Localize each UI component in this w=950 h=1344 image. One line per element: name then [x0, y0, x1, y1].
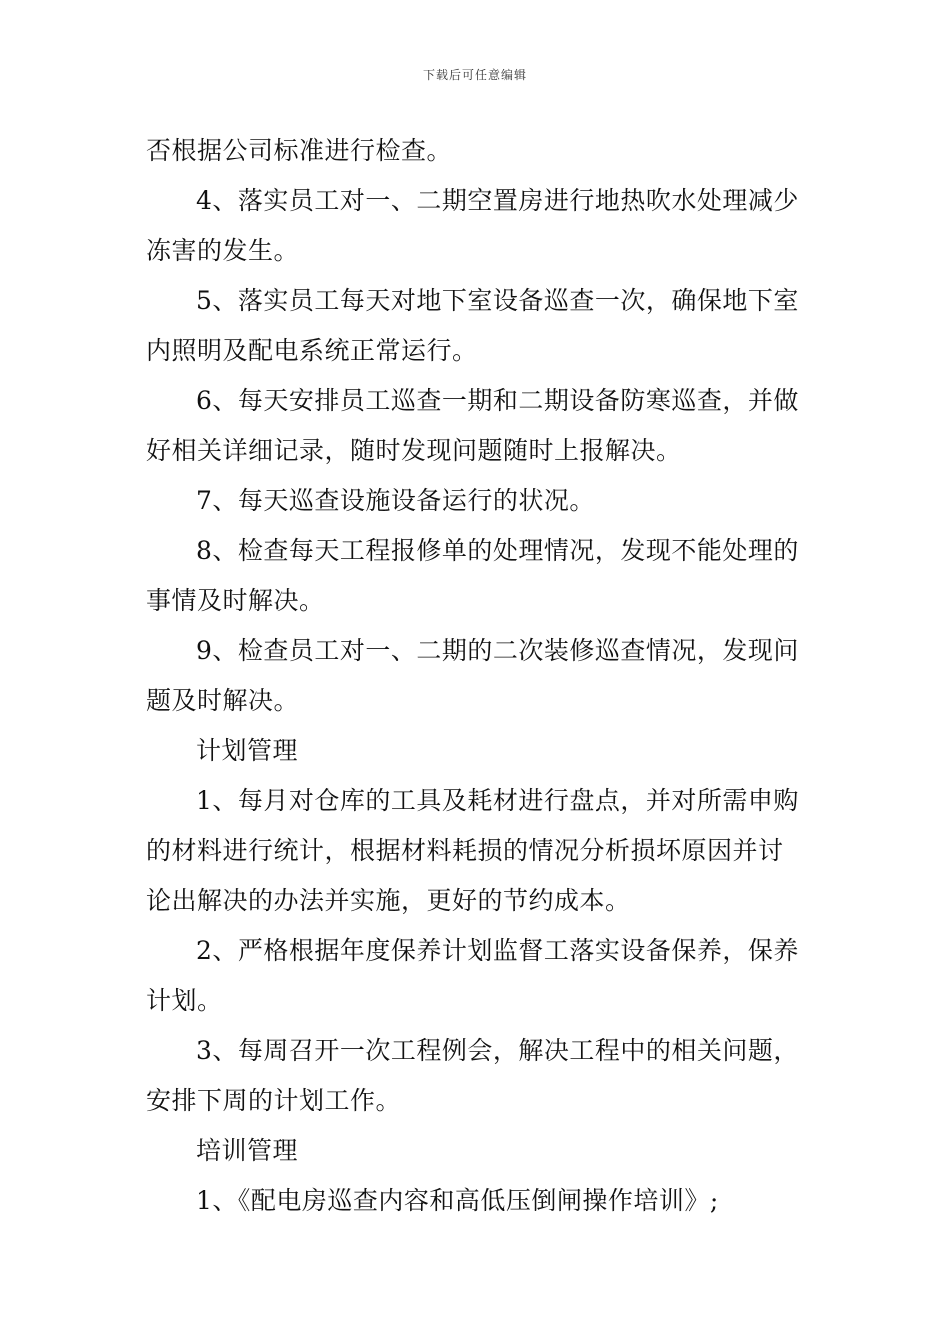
paragraph-line: 8、检查每天工程报修单的处理情况，发现不能处理的: [196, 536, 799, 565]
paragraph-line: 7、每天巡查设施设备运行的状况。: [196, 486, 595, 515]
paragraph-line: 4、落实员工对一、二期空置房进行地热吹水处理减少: [196, 186, 799, 215]
section-heading-training: 培训管理: [196, 1136, 299, 1165]
paragraph-line: 冻害的发生。: [146, 236, 300, 265]
paragraph-line: 否根据公司标准进行检查。: [146, 136, 453, 165]
paragraph-line: 好相关详细记录，随时发现问题随时上报解决。: [146, 436, 682, 465]
paragraph-line: 2、严格根据年度保养计划监督工落实设备保养，保养: [196, 936, 799, 965]
page-header: 下载后可任意编辑: [422, 68, 527, 82]
paragraph-line: 9、检查员工对一、二期的二次装修巡查情况，发现问: [196, 636, 799, 665]
paragraph-line: 的材料进行统计，根据材料耗损的情况分析损坏原因并讨: [146, 836, 784, 865]
paragraph-line: 内照明及配电系统正常运行。: [146, 336, 478, 365]
paragraph-line: 3、每周召开一次工程例会，解决工程中的相关问题，: [196, 1036, 799, 1065]
paragraph-line: 1、《配电房巡查内容和高低压倒闸操作培训》;: [196, 1186, 719, 1215]
paragraph-line: 安排下周的计划工作。: [146, 1086, 402, 1115]
paragraph-line: 事情及时解决。: [146, 586, 325, 615]
paragraph-line: 计划。: [146, 986, 223, 1015]
paragraph-line: 1、每月对仓库的工具及耗材进行盘点，并对所需申购: [196, 786, 799, 815]
section-heading-plan: 计划管理: [196, 736, 299, 765]
paragraph-line: 论出解决的办法并实施，更好的节约成本。: [146, 886, 631, 915]
document-body: [146, 126, 808, 1226]
paragraph-line: 5、落实员工每天对地下室设备巡查一次，确保地下室: [196, 286, 799, 315]
paragraph-line: 6、每天安排员工巡查一期和二期设备防寒巡查，并做: [196, 386, 799, 415]
paragraph-line: 题及时解决。: [146, 686, 300, 715]
